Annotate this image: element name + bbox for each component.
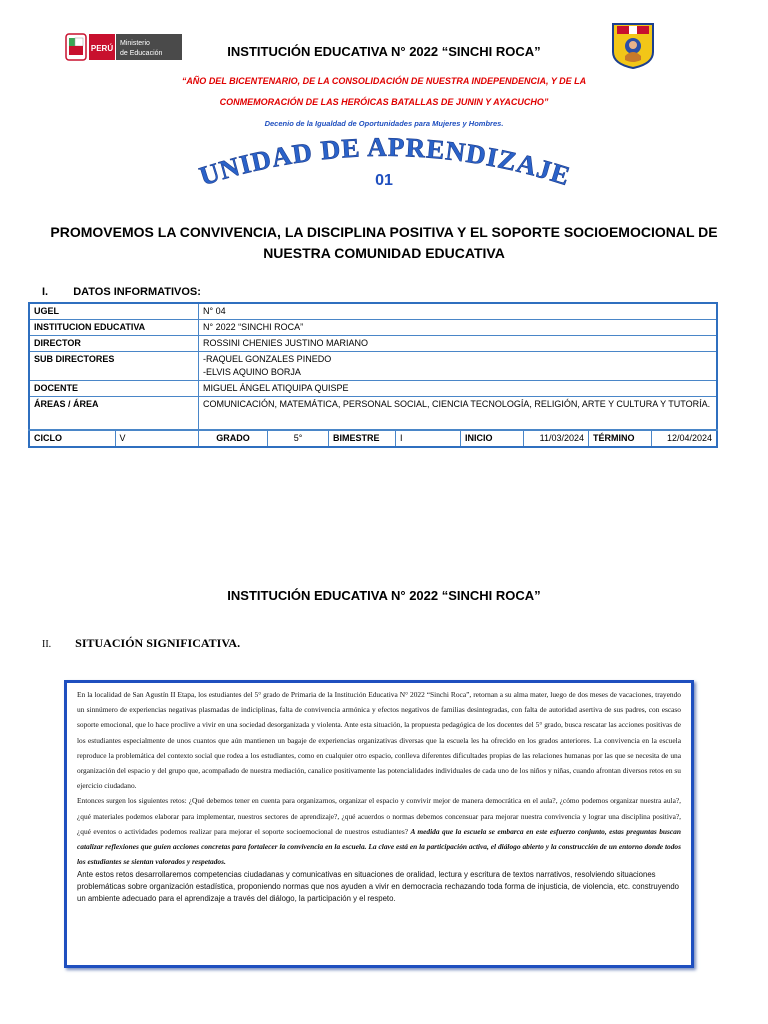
inicio-label: INICIO — [461, 430, 524, 447]
logo-peru-text: PERÚ — [90, 44, 114, 53]
section-2-title: SITUACIÓN SIGNIFICATIVA. — [75, 636, 241, 650]
grado-label: GRADO — [199, 430, 268, 447]
row-label: DIRECTOR — [29, 336, 199, 352]
table-row — [29, 303, 717, 320]
table-row — [29, 352, 717, 381]
situacion-questions: Entonces surgen los siguientes retos: ¿Qué debemos tener en cuenta para organizarnos, organizar el espacio y convivir mejor de manera democrática en el aula?, ¿cómo podemos organizar nuestra aula?, ¿qué materiales podemos elaborar para implementar, nuestros sectores de aprendizaje?, ¿qué acuerdos o normas debemos concensuar para mejorar nuestra convivencia y lograr una disciplina positiva?, ¿qué eventos o actividades podemos realizar para mejorar el soporte socioemocional de nuestros estudiantes? — [77, 796, 681, 836]
table-row — [29, 336, 717, 352]
situacion-paragraph-3: Ante estos retos desarrollaremos competencias ciudadanas y comunicativas en situaciones de oralidad, lectura y escritura de textos narrativos, resolviendo situaciones problemáticas sobre organización estadística, proponiendo normas que nos ayuden a vivir en democracia rechazando toda forma de injusticia, de violencia, etc. construyendo un ambiente adecuado para el aprendizaje a través del diálogo, la participación y el respeto. — [77, 870, 680, 904]
decenio-text: Decenio de la Igualdad de Oportunidades para Mujeres y Hombres. — [264, 119, 504, 128]
info-table — [28, 302, 718, 448]
unit-arc-text: UNIDAD DE APRENDIZAJE — [195, 131, 575, 192]
row-label: SUB DIRECTORES — [29, 352, 199, 381]
row-label: INSTITUCION EDUCATIVA — [29, 320, 199, 336]
table-row — [29, 320, 717, 336]
section-2-heading — [42, 636, 240, 651]
row-label: DOCENTE — [29, 381, 199, 397]
row-value: ROSSINI CHENIES JUSTINO MARIANO — [199, 336, 718, 352]
ciclo-value: V — [115, 430, 199, 447]
table-row — [29, 430, 717, 447]
row-value: N° 2022 “SINCHI ROCA” — [199, 320, 718, 336]
section-1-title: DATOS INFORMATIVOS: — [73, 286, 201, 298]
page-2-institution-title: INSTITUCIÓN EDUCATIVA N° 2022 “SINCHI ROCA” — [227, 588, 541, 603]
row-label: ÁREAS / ÁREA — [29, 397, 199, 431]
unit-number: 01 — [375, 172, 393, 189]
motto-line-1: “AÑO DEL BICENTENARIO, DE LA CONSOLIDACIÓN DE NUESTRA INDEPENDENCIA, Y DE LA — [181, 76, 587, 86]
section-2-number: II. — [42, 639, 52, 650]
situacion-box — [64, 680, 694, 968]
row-value: MIGUEL ÁNGEL ATIQUIPA QUISPE — [199, 381, 718, 397]
table-row — [29, 397, 717, 431]
situacion-paragraph-2 — [77, 793, 681, 869]
section-1-heading — [42, 286, 201, 298]
situacion-paragraph-1: En la localidad de San Agustín II Etapa, los estudiantes del 5° grado de Primaria de la Institución Educativa N° 2022 “Sinchi Roca”, retornan a su alma mater, luego de dos meses de vacaciones, trayendo un sinnúmero de experiencias negativas plasmadas de indiciplinas, falta de convivencia armónica y efectos negativos de familias desintegradas, con falta de autoridad asertiva de sus padres, con escaso soporte emocional, que lo hace proclive a vivir en una sociedad desorganizada y violenta. Ante esta situación, la propuesta pedagógica de los docentes del 5° grado, busca rescatar las acciones positivas de los estudiantes especialmente de unos cuantos que aún mantienen un bagaje de experiencias organizativas diversas que la escuela les ha ofrecido en los grados anteriores. La convivencia en la escuela reproduce la problemática del contexto social que rodea a los estudiantes, como en cualquier otro espacio, conlleva diferentes dificultades propias de las relaciones humanas por las que se necesita de una organización del espacio y del grupo que, acompañado de nuestra mediación, canalice positivamente las potencialidades individuales de cada uno de los niños y niñas, cuando afrontan diversos retos en su ejercicio ciudadano. — [77, 690, 681, 791]
termino-value: 12/04/2024 — [652, 430, 718, 447]
row-value: COMUNICACIÓN, MATEMÁTICA, PERSONAL SOCIAL, CIENCIA TECNOLOGÍA, RELIGIÓN, ARTE Y CULTURA Y TUTORÍA. — [199, 397, 718, 431]
motto-line-2: CONMEMORACIÓN DE LAS HERÓICAS BATALLAS DE JUNIN Y AYACUCHO” — [219, 97, 549, 107]
main-title-line-2: NUESTRA COMUNIDAD EDUCATIVA — [263, 245, 505, 261]
subdirector-1: -RAQUEL GONZALES PINEDO — [203, 354, 332, 364]
table-row — [29, 381, 717, 397]
section-1-number: I. — [42, 286, 49, 298]
ciclo-label: CICLO — [29, 430, 115, 447]
logo-ministry-text-1: Ministerio — [120, 40, 150, 47]
termino-label: TÉRMINO — [589, 430, 652, 447]
bimestre-label: BIMESTRE — [329, 430, 396, 447]
main-title-line-1: PROMOVEMOS LA CONVIVENCIA, LA DISCIPLINA POSITIVA Y EL SOPORTE SOCIOEMOCIONAL DE — [50, 224, 718, 240]
main-title — [50, 222, 718, 264]
logo-ministry-text-2: de Educación — [120, 50, 163, 57]
institution-title: INSTITUCIÓN EDUCATIVA N° 2022 “SINCHI ROCA” — [227, 44, 541, 59]
row-value — [199, 352, 718, 381]
row-value: N° 04 — [199, 303, 718, 320]
situacion-emphasis: A medida que la escuela se embarca en este esfuerzo conjunto, estas preguntas buscan catalizar reflexiones que guíen acciones concretas para fortalecer la convivencia en la escuela. La clave está en la participación activa, el diálogo abierto y la construcción de un entorno donde todos los estudiantes se sientan valorados y respetados. — [77, 826, 681, 867]
bimestre-value: I — [396, 430, 461, 447]
subdirector-2: -ELVIS AQUINO BORJA — [203, 367, 301, 377]
row-label: UGEL — [29, 303, 199, 320]
inicio-value: 11/03/2024 — [524, 430, 589, 447]
grado-value: 5° — [268, 430, 329, 447]
